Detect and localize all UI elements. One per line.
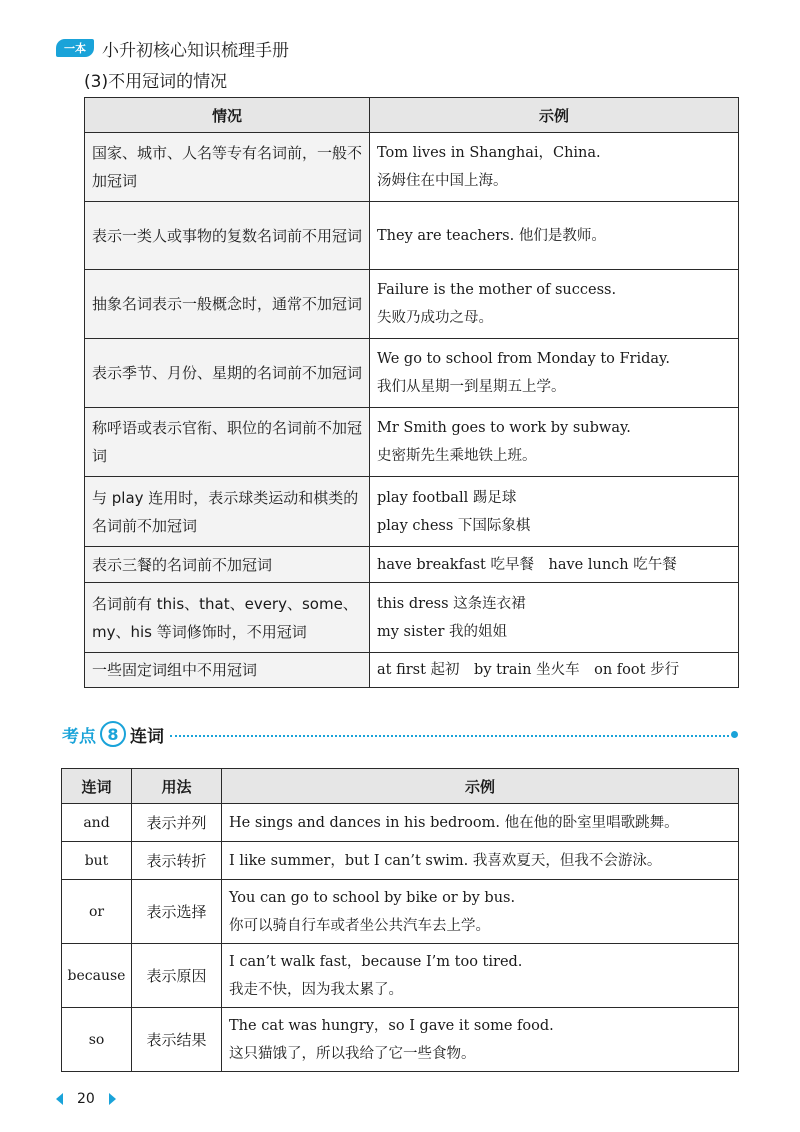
example-line: this dress 这条连衣裙 [377,595,526,612]
table-row [85,339,739,408]
example-line: I like summer，but I can’t swim. 我喜欢夏天，但我不会游泳。 [229,852,662,869]
dotted-divider [170,735,729,737]
example-line: play chess 下国际象棋 [377,517,531,534]
page-number: 20 [77,1091,95,1107]
table-row [85,202,739,270]
usage-cell: 表示原因 [132,944,222,1008]
kaodian-title: 连词 [130,726,164,747]
example-line: have breakfast 吃早餐 have lunch 吃午餐 [377,556,677,573]
example-cell [222,880,739,944]
example-cell [370,653,739,688]
table-row [85,477,739,547]
example-line: 我走不快，因为我太累了。 [229,981,403,998]
next-page-arrow-icon[interactable] [109,1093,116,1105]
example-line: Tom lives in Shanghai，China. [377,145,601,161]
logo: 一本 [56,39,94,57]
example-line: I can’t walk fast，because I’m too tired. [229,953,523,970]
column-header-situation: 情况 [85,98,370,133]
example-cell [370,339,739,408]
example-line: He sings and dances in his bedroom. 他在他的卧室里唱歌跳舞。 [229,814,679,831]
example-line: play football 踢足球 [377,489,517,506]
kaodian-heading [62,721,738,747]
example-line: The cat was hungry，so I gave it some food. [229,1017,554,1034]
table-row [62,944,739,1008]
situation-cell: 抽象名词表示一般概念时，通常不加冠词 [85,270,370,339]
table-row [62,1008,739,1072]
kaodian-label: 考点 [62,726,96,747]
example-cell [222,804,739,842]
example-line: You can go to school by bike or by bus. [229,889,516,906]
example-line: at first 起初 by train 坐火车 on foot 步行 [377,662,680,678]
usage-cell: 表示并列 [132,804,222,842]
situation-cell: 一些固定词组中不用冠词 [85,653,370,688]
conjunction-cell: but [62,842,132,880]
table-header-row [62,769,739,804]
column-header-word: 连词 [62,769,132,804]
example-line: 失败乃成功之母。 [377,310,493,326]
conjunction-cell: because [62,944,132,1008]
book-title: 小升初核心知识梳理手册 [102,40,289,61]
example-line: 这只猫饿了，所以我给了它一些食物。 [229,1045,476,1062]
example-cell [370,547,739,583]
table-row [85,408,739,477]
conjunction-cell: so [62,1008,132,1072]
divider-end-dot [731,731,738,738]
table-row [62,842,739,880]
example-line: They are teachers. 他们是教师。 [377,227,606,244]
column-header-example: 示例 [222,769,739,804]
table-row [85,653,739,688]
column-header-usage: 用法 [132,769,222,804]
conjunction-table [61,768,739,1072]
example-cell [370,477,739,547]
table-row [85,547,739,583]
example-cell [370,583,739,653]
column-header-example: 示例 [370,98,739,133]
section-heading: (3)不用冠词的情况 [84,72,228,92]
example-cell [370,408,739,477]
example-cell [370,270,739,339]
situation-cell: 表示季节、月份、星期的名词前不加冠词 [85,339,370,408]
table-row [85,583,739,653]
example-line: Failure is the mother of success. [377,282,617,298]
table-row [85,270,739,339]
example-cell [370,133,739,202]
example-line: 我们从星期一到星期五上学。 [377,379,566,395]
situation-cell: 表示三餐的名词前不加冠词 [85,547,370,583]
table-row [85,133,739,202]
example-cell [370,202,739,270]
conjunction-cell: and [62,804,132,842]
situation-cell: 与 play 连用时，表示球类运动和棋类的名词前不加冠词 [85,477,370,547]
example-line: 汤姆住在中国上海。 [377,173,508,189]
example-line: Mr Smith goes to work by subway. [377,420,631,436]
page-footer [56,1089,116,1109]
usage-cell: 表示转折 [132,842,222,880]
situation-cell: 名词前有 this、that、every、some、my、his 等词修饰时，不用冠词 [85,583,370,653]
no-article-table [84,97,739,688]
example-cell [222,944,739,1008]
example-line: 史密斯先生乘地铁上班。 [377,448,537,464]
conjunction-cell: or [62,880,132,944]
usage-cell: 表示结果 [132,1008,222,1072]
situation-cell: 称呼语或表示官衔、职位的名词前不加冠词 [85,408,370,477]
table-header-row [85,98,739,133]
kaodian-number-badge: 8 [100,721,126,747]
usage-cell: 表示选择 [132,880,222,944]
page-header [56,36,289,60]
example-cell [222,1008,739,1072]
example-line: my sister 我的姐姐 [377,623,508,640]
example-line: 你可以骑自行车或者坐公共汽车去上学。 [229,917,490,934]
table-row [62,880,739,944]
situation-cell: 国家、城市、人名等专有名词前，一般不加冠词 [85,133,370,202]
table-row [62,804,739,842]
prev-page-arrow-icon[interactable] [56,1093,63,1105]
situation-cell: 表示一类人或事物的复数名词前不用冠词 [85,202,370,270]
example-cell [222,842,739,880]
example-line: We go to school from Monday to Friday. [377,351,670,367]
